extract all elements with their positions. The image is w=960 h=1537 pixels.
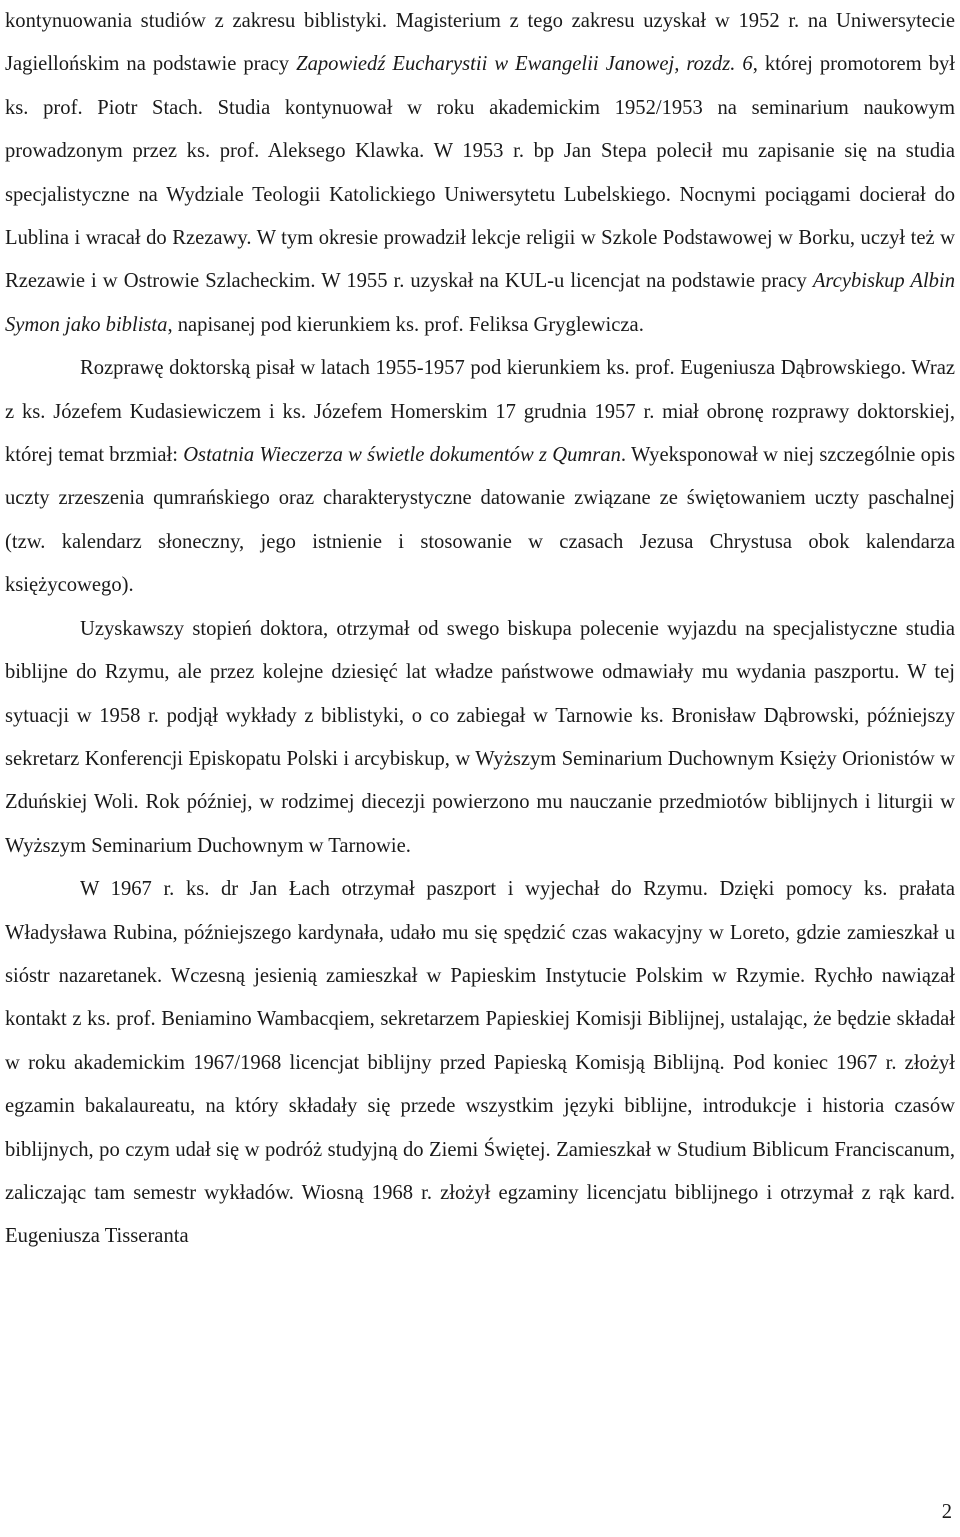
paragraph-1-text-1: kontynuowania studiów z zakresu biblistyki. Magisterium z tego zakresu uzyskał w 1952 r. na Uniwersytecie Jagiellońskim na podstawie pracy — [5, 10, 955, 76]
thesis-title-doktorat: Ostatnia Wieczerza w świetle dokumentów z Qumran — [183, 444, 621, 467]
paragraph-3 — [5, 608, 955, 868]
paragraph-1-text-3: , napisanej pod kierunkiem ks. prof. Feliksa Gryglewicza. — [167, 313, 644, 336]
thesis-title-magisterium: Zapowiedź Eucharystii w Ewangelii Janowej, rozdz. 6 — [296, 53, 753, 76]
paragraph-3-text-1: Uzyskawszy stopień doktora, otrzymał od swego biskupa polecenie wyjazdu na specjalistyczne studia biblijne do Rzymu, ale przez kolejne dziesięć lat władze państwowe odmawiały mu wydania paszportu. W tej sytuacji w 1958 r. podjął wykłady z biblistyki, o co zabiegał w Tarnowie ks. Bronisław Dąbrowski, późniejszy sekretarz Konferencji Episkopatu Polski i arcybiskup, w Wyższym Seminarium Duchownym Księży Orionistów w Zduńskiej Woli. Rok później, w rodzimej diecezji powierzono mu nauczanie przedmiotów biblijnych i liturgii w Wyższym Seminarium Duchownym w Tarnowie. — [5, 617, 955, 857]
paragraph-1-text-2: , której promotorem był ks. prof. Piotr Stach. Studia kontynuował w roku akademickim 1952/1953 na seminarium naukowym prowadzonym przez ks. prof. Aleksego Klawka. W 1953 r. bp Jan Stepa polecił mu zapisanie się na studia specjalistyczne na Wydziale Teologii Katolickiego Uniwersytetu Lubelskiego. Nocnymi pociągami docierał do Lublina i wracał do Rzezawy. W tym okresie prowadził lekcje religii w Szkole Podstawowej w Borku, uczył też w Rzezawie i w Ostrowie Szlacheckim. W 1955 r. uzyskał na KUL-u licencjat na podstawie pracy — [5, 53, 956, 293]
paragraph-2-text-2: . Wyeksponował w niej szczególnie opis uczty zrzeszenia qumrańskiego oraz charakterystyczne datowanie związane ze świętowaniem uczty paschalnej (tzw. kalendarz słoneczny, jego istnienie i stosowanie w czasach Jezusa Chrystusa obok kalendarza księżycowego). — [5, 444, 955, 597]
paragraph-2-text-1: Rozprawę doktorską pisał w latach 1955-1957 pod kierunkiem ks. prof. Eugeniusza Dąbrowskiego. Wraz z ks. Józefem Kudasiewiczem i ks. Józefem Homerskim 17 grudnia 1957 r. miał obronę rozprawy doktorskiej, której temat brzmiał: — [5, 357, 955, 467]
thesis-title-licencjat: Arcybiskup Albin Symon jako biblista — [5, 270, 955, 336]
paragraph-1 — [5, 0, 955, 347]
document-page — [5, 0, 955, 1259]
page-number: 2 — [941, 1501, 952, 1523]
paragraph-4-text-1: W 1967 r. ks. dr Jan Łach otrzymał paszport i wyjechał do Rzymu. Dzięki pomocy ks. prałata Władysława Rubina, późniejszego kardynała, udało mu się spędzić czas wakacyjny w Loreto, gdzie zamieszkał u sióstr nazaretanek. Wczesną jesienią zamieszkał w Papieskim Instytucie Polskim w Rzymie. Rychło nawiązał kontakt z ks. prof. Beniamino Wambacqiem, sekretarzem Papieskiej Komisji Biblijnej, ustalając, że będzie składał w roku akademickim 1967/1968 licencjat biblijny przed Papieską Komisją Biblijną. Pod koniec 1967 r. złożył egzamin bakalaureatu, na który składały się przede wszystkim języki biblijne, introdukcje i historia czasów biblijnych, po czym udał się w podróż studyjną do Ziemi Świętej. Zamieszkał w Studium Biblicum Franciscanum, zaliczając tam semestr wykładów. Wiosną 1968 r. złożył egzaminy licencjatu biblijnego i otrzymał z rąk kard. Eugeniusza Tisseranta — [5, 878, 955, 1248]
paragraph-2 — [5, 347, 955, 607]
paragraph-4 — [5, 868, 955, 1259]
